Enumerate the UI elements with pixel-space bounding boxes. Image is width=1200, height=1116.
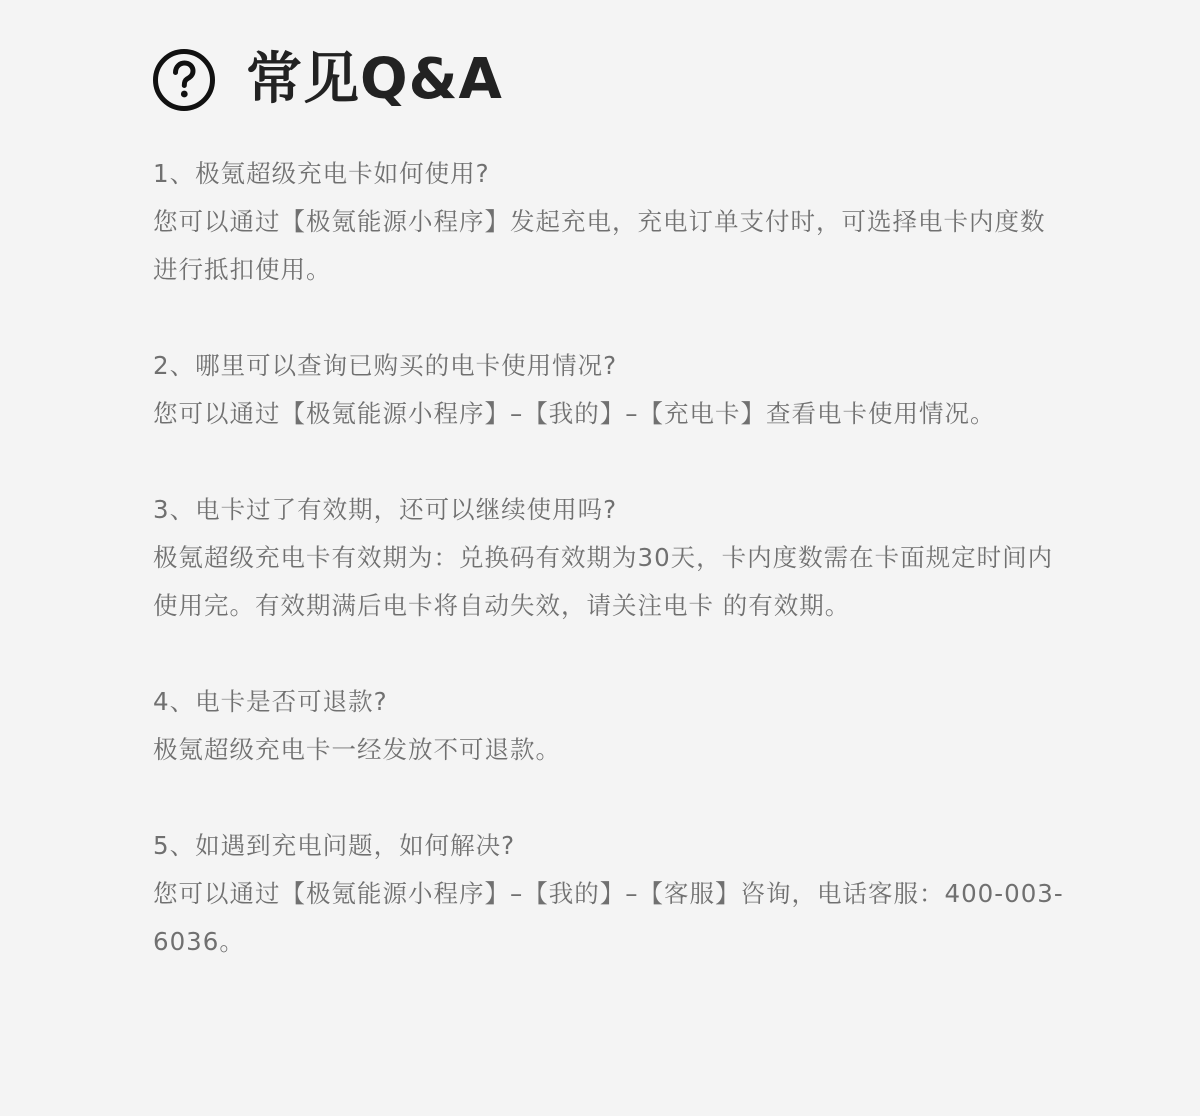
page-header <box>152 40 503 120</box>
faq-question: 2、哪里可以查询已购买的电卡使用情况? <box>153 351 618 380</box>
faq-item-2 <box>153 342 1068 438</box>
faq-answer: 您可以通过【极氪能源小程序】发起充电，充电订单支付时，可选择电卡内度数进行抵扣使用。 <box>153 207 1046 284</box>
faq-answer: 极氪超级充电卡一经发放不可退款。 <box>153 735 561 764</box>
faq-question: 3、电卡过了有效期，还可以继续使用吗? <box>153 495 618 524</box>
faq-question: 5、如遇到充电问题，如何解决? <box>153 831 516 860</box>
faq-answer: 您可以通过【极氪能源小程序】–【我的】–【客服】咨询，电话客服：400-003-6036。 <box>153 879 1064 956</box>
faq-item-1 <box>153 150 1068 294</box>
faq-answer: 您可以通过【极氪能源小程序】–【我的】–【充电卡】查看电卡使用情况。 <box>153 399 996 428</box>
faq-answer: 极氪超级充电卡有效期为：兑换码有效期为30天，卡内度数需在卡面规定时间内使用完。有效期满后电卡将自动失效，请关注电卡 的有效期。 <box>153 543 1054 620</box>
page-title: 常见Q&A <box>246 47 503 112</box>
faq-item-5 <box>153 822 1068 966</box>
faq-item-4 <box>153 678 1068 774</box>
question-circle-icon <box>152 48 216 112</box>
faq-item-3 <box>153 486 1068 630</box>
faq-question: 4、电卡是否可退款? <box>153 687 388 716</box>
faq-list <box>153 150 1068 1014</box>
faq-question: 1、极氪超级充电卡如何使用? <box>153 159 490 188</box>
